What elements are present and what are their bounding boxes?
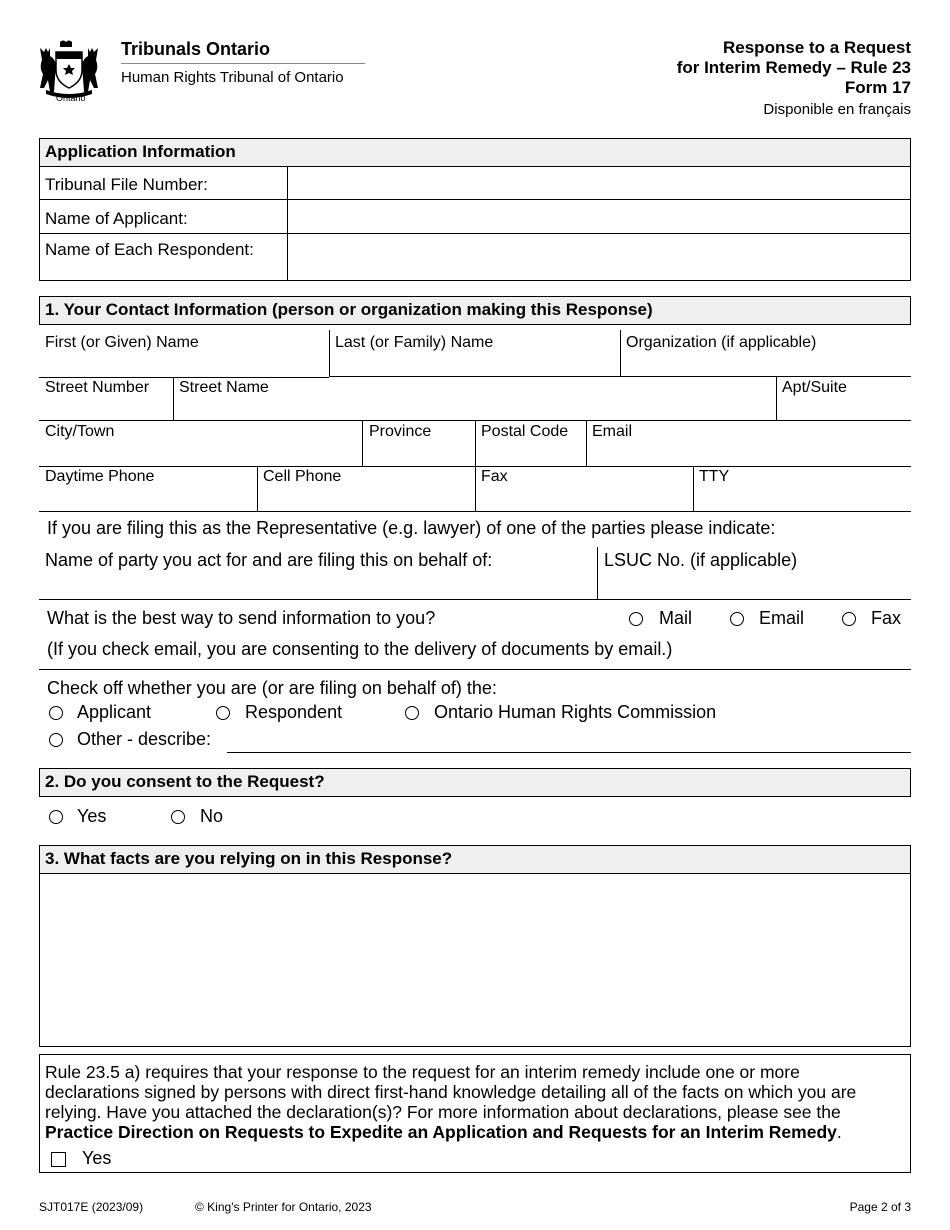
col-divider — [776, 377, 777, 420]
section3-heading: 3. What facts are you relying on in this Response? — [45, 849, 453, 868]
consent-yes-label: Yes — [77, 806, 107, 826]
province-input[interactable] — [369, 443, 469, 463]
fax-input[interactable] — [481, 488, 687, 508]
respondent-names-label: Name of Each Respondent: — [45, 240, 254, 259]
col-divider — [362, 420, 363, 466]
file-number-label: Tribunal File Number: — [45, 175, 208, 194]
respondent-names-input[interactable] — [293, 237, 905, 277]
lsuc-input[interactable] — [604, 574, 906, 596]
email-radio[interactable] — [730, 612, 744, 626]
fax-radio[interactable] — [842, 612, 856, 626]
section2-heading: 2. Do you consent to the Request? — [45, 772, 325, 791]
email-consent-note: (If you check email, you are consenting to the delivery of documents by email.) — [47, 639, 673, 659]
section1-heading: 1. Your Contact Information (person or organization making this Response) — [45, 300, 653, 319]
col-divider — [586, 420, 587, 466]
row-divider — [39, 669, 911, 670]
applicant-radio[interactable] — [49, 706, 63, 720]
lsuc-label: LSUC No. (if applicable) — [604, 550, 798, 570]
col-divider — [620, 330, 621, 376]
ohrc-option-label: Ontario Human Rights Commission — [434, 702, 717, 722]
party-type-question: Check off whether you are (or are filing on behalf of) the: — [47, 678, 497, 698]
respondent-radio[interactable] — [216, 706, 230, 720]
street-number-input[interactable] — [45, 398, 167, 418]
rule-period: . — [836, 1122, 842, 1142]
row-divider — [39, 377, 329, 378]
organization-label: Organization (if applicable) — [626, 334, 817, 351]
other-option-label: Other - describe: — [77, 729, 212, 749]
declaration-yes-label: Yes — [82, 1148, 112, 1168]
street-name-label: Street Name — [179, 379, 269, 396]
other-describe-input[interactable] — [228, 729, 908, 751]
page-number: Page 2 of 3 — [849, 1200, 911, 1214]
row-divider — [39, 599, 911, 600]
representative-note: If you are filing this as the Representative (e.g. lawyer) of one of the parties please indicate: — [47, 518, 776, 538]
applicant-option-label: Applicant — [77, 702, 152, 722]
form-number: Form 17 — [844, 78, 911, 97]
first-name-input[interactable] — [45, 354, 323, 374]
col-divider — [257, 466, 258, 511]
city-label: City/Town — [45, 423, 115, 440]
form-title-line1: Response to a Request — [723, 38, 911, 57]
tty-input[interactable] — [699, 488, 905, 508]
row-divider — [39, 233, 911, 234]
apt-suite-label: Apt/Suite — [782, 379, 847, 396]
french-link[interactable]: Disponible en français — [763, 101, 911, 118]
party-name-input[interactable] — [45, 574, 591, 596]
rule-text-line1: Rule 23.5 a) requires that your response to the request for an interim remedy include one or more — [45, 1062, 800, 1082]
header-divider — [121, 63, 365, 64]
email-input[interactable] — [592, 443, 906, 463]
cell-phone-label: Cell Phone — [263, 468, 342, 485]
organization-input[interactable] — [626, 354, 906, 374]
street-number-label: Street Number — [45, 379, 150, 396]
row-divider — [39, 199, 911, 200]
other-radio[interactable] — [49, 733, 63, 747]
mail-radio[interactable] — [629, 612, 643, 626]
province-label: Province — [369, 423, 432, 440]
postal-code-input[interactable] — [481, 443, 581, 463]
daytime-phone-label: Daytime Phone — [45, 468, 155, 485]
consent-no-radio[interactable] — [171, 810, 185, 824]
postal-code-label: Postal Code — [481, 423, 569, 440]
row-divider — [329, 376, 911, 377]
fax-option-label: Fax — [871, 608, 902, 628]
apt-suite-input[interactable] — [782, 398, 906, 418]
org-subtitle: Human Rights Tribunal of Ontario — [121, 69, 344, 86]
consent-no-label: No — [200, 806, 224, 826]
rule-text-line2: declarations signed by persons with direct first-hand knowledge detailing all of the facts on which you are — [45, 1082, 857, 1102]
other-underline — [227, 752, 911, 753]
street-name-input[interactable] — [179, 398, 771, 418]
ohrc-radio[interactable] — [405, 706, 419, 720]
row-divider — [39, 511, 911, 512]
col-divider — [475, 466, 476, 511]
form-code: SJT017E (2023/09) — [39, 1200, 144, 1214]
col-divider — [173, 377, 174, 420]
daytime-phone-input[interactable] — [45, 488, 251, 508]
file-number-input[interactable] — [293, 170, 905, 197]
form-title-line2: for Interim Remedy – Rule 23 — [676, 58, 911, 77]
rule-text-line4 — [45, 1122, 842, 1143]
col-divider — [475, 420, 476, 466]
email-label: Email — [592, 423, 633, 440]
facts-input[interactable] — [45, 879, 905, 1041]
respondent-option-label: Respondent — [245, 702, 343, 722]
contact-method-question: What is the best way to send information to you? — [47, 608, 436, 628]
practice-direction-link[interactable]: Practice Direction on Requests to Expedite an Application and Requests for an Interim Remedy — [45, 1122, 837, 1142]
copyright: © King's Printer for Ontario, 2023 — [195, 1200, 372, 1214]
city-input[interactable] — [45, 443, 357, 463]
last-name-label: Last (or Family) Name — [335, 334, 494, 351]
party-name-label: Name of party you act for and are filing this on behalf of: — [45, 550, 493, 570]
applicant-name-input[interactable] — [293, 203, 905, 230]
application-info-heading: Application Information — [45, 142, 236, 161]
col-divider — [693, 466, 694, 511]
logo-caption: Ontario — [56, 93, 86, 103]
org-name: Tribunals Ontario — [121, 39, 271, 59]
declaration-yes-checkbox[interactable] — [51, 1152, 66, 1167]
first-name-label: First (or Given) Name — [45, 334, 199, 351]
last-name-input[interactable] — [335, 354, 615, 374]
col-divider — [287, 167, 288, 281]
rule-text-line3: relying. Have you attached the declaration(s)? For more information about declarations, please see the — [45, 1102, 841, 1122]
cell-phone-input[interactable] — [263, 488, 469, 508]
fax-label: Fax — [481, 468, 508, 485]
col-divider — [597, 547, 598, 599]
mail-option-label: Mail — [659, 608, 693, 628]
applicant-name-label: Name of Applicant: — [45, 209, 188, 228]
email-option-label: Email — [759, 608, 805, 628]
col-divider — [329, 330, 330, 376]
tty-label: TTY — [699, 468, 730, 485]
consent-yes-radio[interactable] — [49, 810, 63, 824]
